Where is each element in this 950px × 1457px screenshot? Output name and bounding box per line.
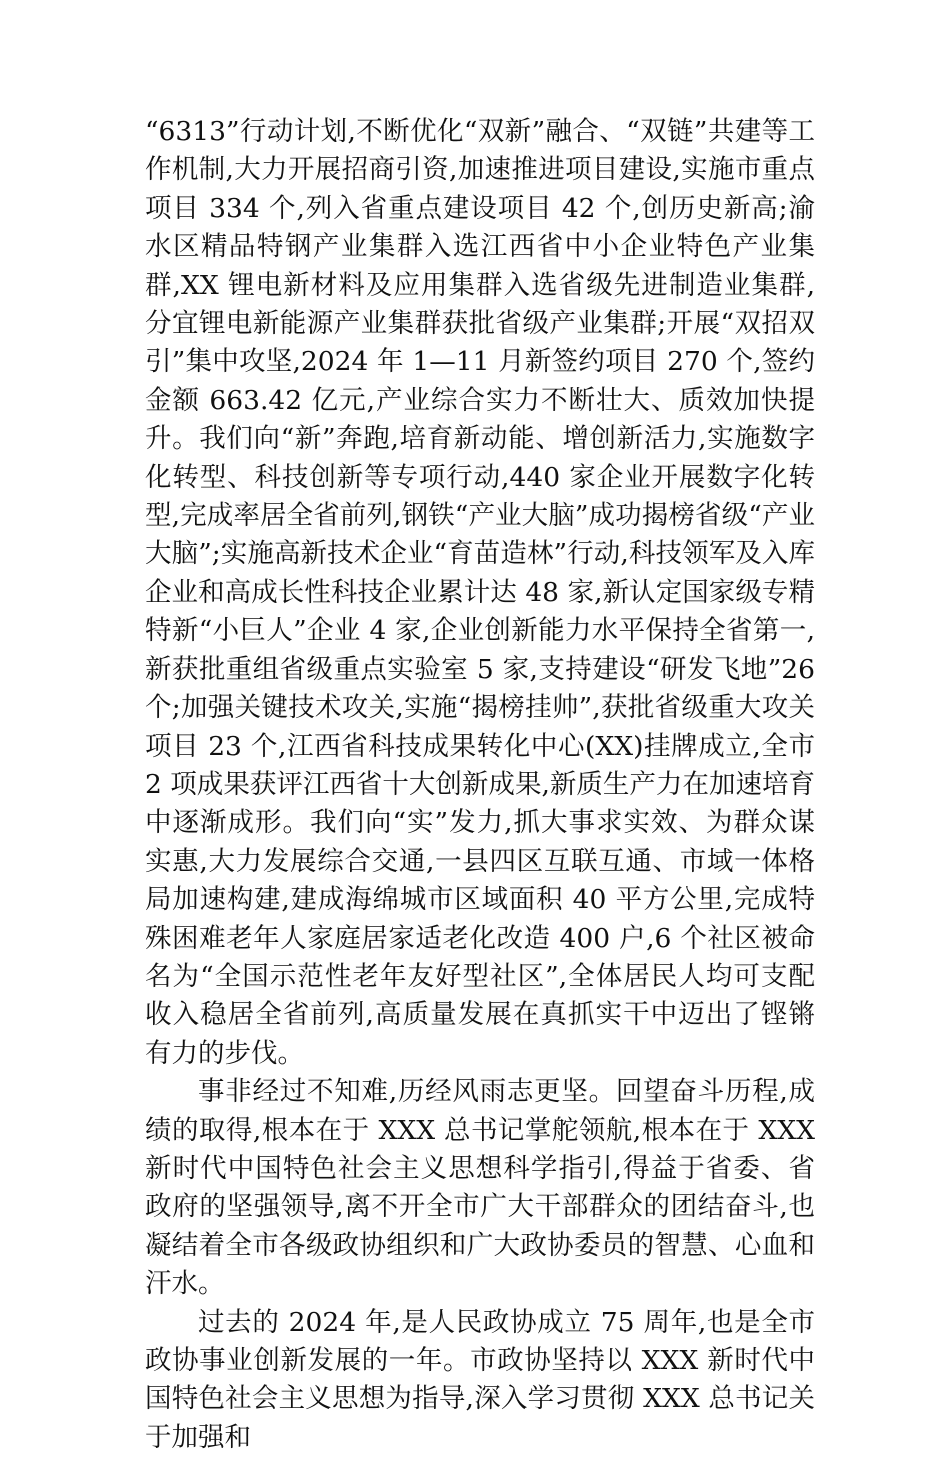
document-body xyxy=(145,113,815,1457)
paragraph-reflection: 事非经过不知难,历经风雨志更坚。回望奋斗历程,成绩的取得,根本在于 XXX 总书记掌舵领航,根本在于 XXX 新时代中国特色社会主义思想科学指引,得益于省委、省政府的坚强领导,离不开全市广大干部群众的团结奋斗,也凝结着全市各级政协组织和广大政协委员的智慧、心血和汗水。 xyxy=(145,1076,815,1300)
paragraph-cppcc-2024: 过去的 2024 年,是人民政协成立 75 周年,也是全市政协事业创新发展的一年。市政协坚持以 XXX 新时代中国特色社会主义思想为指导,深入学习贯彻 XXX 总书记关于加强和 xyxy=(145,1306,815,1453)
paragraph-continuation: “6313”行动计划,不断优化“双新”融合、“双链”共建等工作机制,大力开展招商引资,加速推进项目建设,实施市重点项目 334 个,列入省重点建设项目 42 个,创历史新高;渝水区精品特钢产业集群入选江西省中小企业特色产业集群,XX 锂电新材料及应用集群入选省级先进制造业集群,分宜锂电新能源产业集群获批省级产业集群;开展“双招双引”集中攻坚,2024 年 1—11 月新签约项目 270 个,签约金额 663.42 亿元,产业综合实力不断壮大、质效加快提升。我们向“新”奔跑,培育新动能、增创新活力,实施数字化转型、科技创新等专项行动,440 家企业开展数字化转型,完成率居全省前列,钢铁“产业大脑”成功揭榜省级“产业大脑”;实施高新技术企业“育苗造林”行动,科技领军及入库企业和高成长性科技企业累计达 48 家,新认定国家级专精特新“小巨人”企业 4 家,企业创新能力水平保持全省第一,新获批重组省级重点实验室 5 家,支持建设“研发飞地”26 个;加强关键技术攻关,实施“揭榜挂帅”,获批省级重大攻关项目 23 个,江西省科技成果转化中心(XX)挂牌成立,全市 2 项成果获评江西省十大创新成果,新质生产力在加速培育中逐渐成形。我们向“实”发力,抓大事求实效、为群众谋实惠,大力发展综合交通,一县四区互联互通、市域一体格局加速构建,建成海绵城市区域面积 40 平方公里,完成特殊困难老年人家庭居家适老化改造 400 户,6 个社区被命名为“全国示范性老年友好型社区”,全体居民人均可支配收入稳居全省前列,高质量发展在真抓实干中迈出了铿锵有力的步伐。 xyxy=(145,116,815,1069)
